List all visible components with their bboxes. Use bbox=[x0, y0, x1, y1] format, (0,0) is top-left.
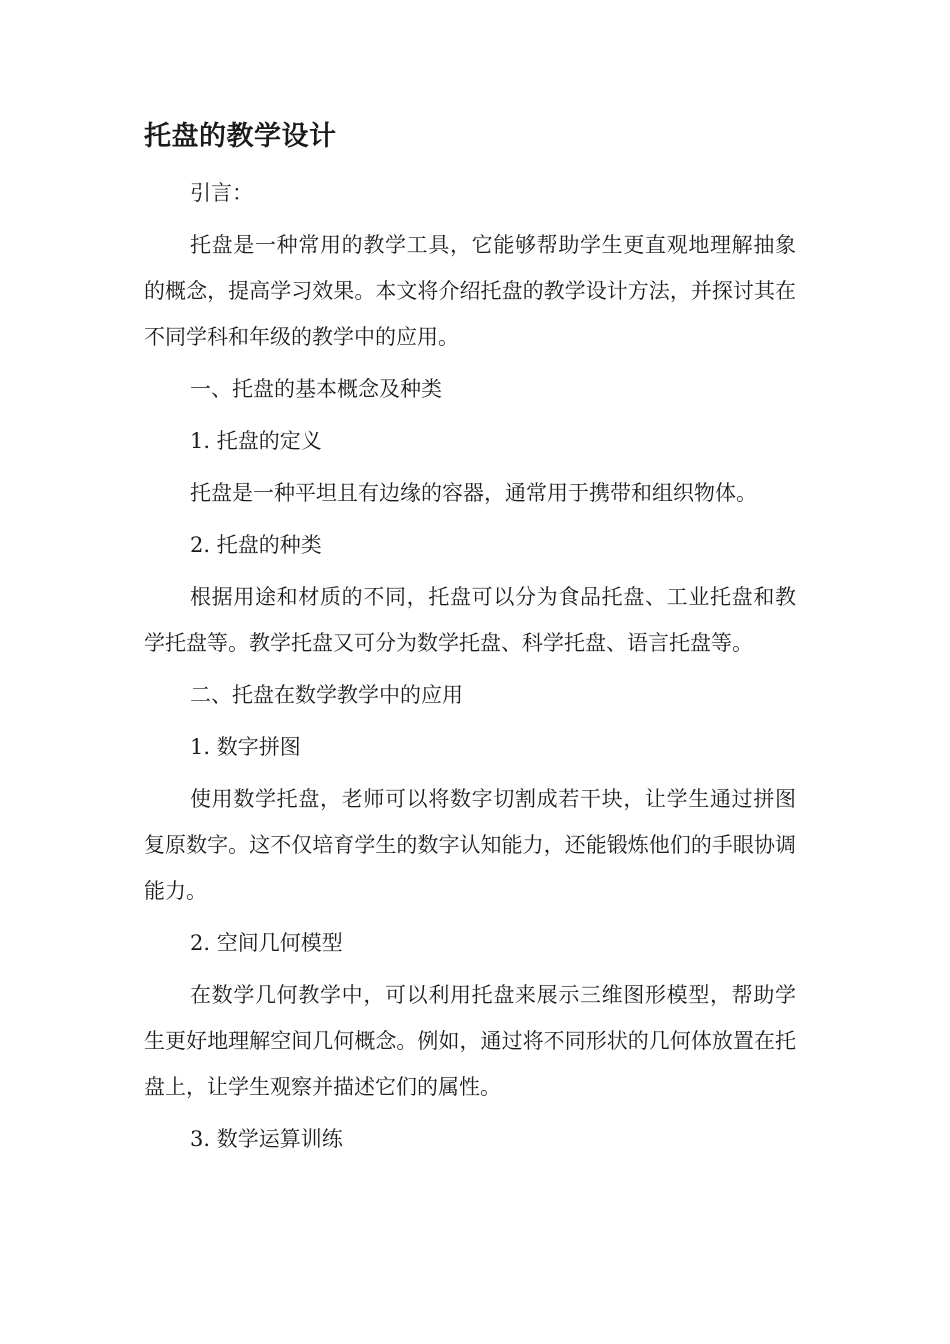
section-heading-1: 一、托盘的基本概念及种类 bbox=[190, 377, 442, 401]
subheading-types: 2. 托盘的种类 bbox=[190, 533, 322, 557]
document-body bbox=[144, 116, 796, 1168]
intro-label: 引言： bbox=[190, 181, 253, 205]
section-heading-2: 二、托盘在数学教学中的应用 bbox=[190, 683, 463, 707]
intro-paragraph: 托盘是一种常用的教学工具，它能够帮助学生更直观地理解抽象的概念，提高学习效果。本文将介绍托盘的教学设计方法，并探讨其在不同学科和年级的教学中的应用。 bbox=[144, 233, 796, 349]
definition-paragraph: 托盘是一种平坦且有边缘的容器，通常用于携带和组织物体。 bbox=[190, 481, 757, 505]
types-paragraph: 根据用途和材质的不同，托盘可以分为食品托盘、工业托盘和教学托盘等。教学托盘又可分为数学托盘、科学托盘、语言托盘等。 bbox=[144, 585, 796, 655]
subheading-number-puzzle: 1. 数字拼图 bbox=[190, 735, 301, 759]
number-puzzle-paragraph: 使用数学托盘，老师可以将数字切割成若干块，让学生通过拼图复原数字。这不仅培育学生的数字认知能力，还能锻炼他们的手眼协调能力。 bbox=[144, 787, 796, 903]
subheading-arithmetic-training: 3. 数学运算训练 bbox=[190, 1127, 343, 1151]
subheading-definition: 1. 托盘的定义 bbox=[190, 429, 322, 453]
geometry-model-paragraph: 在数学几何教学中，可以利用托盘来展示三维图形模型，帮助学生更好地理解空间几何概念。例如，通过将不同形状的几何体放置在托盘上，让学生观察并描述它们的属性。 bbox=[144, 983, 796, 1099]
subheading-geometry-model: 2. 空间几何模型 bbox=[190, 931, 343, 955]
document-title: 托盘的教学设计 bbox=[144, 121, 337, 152]
